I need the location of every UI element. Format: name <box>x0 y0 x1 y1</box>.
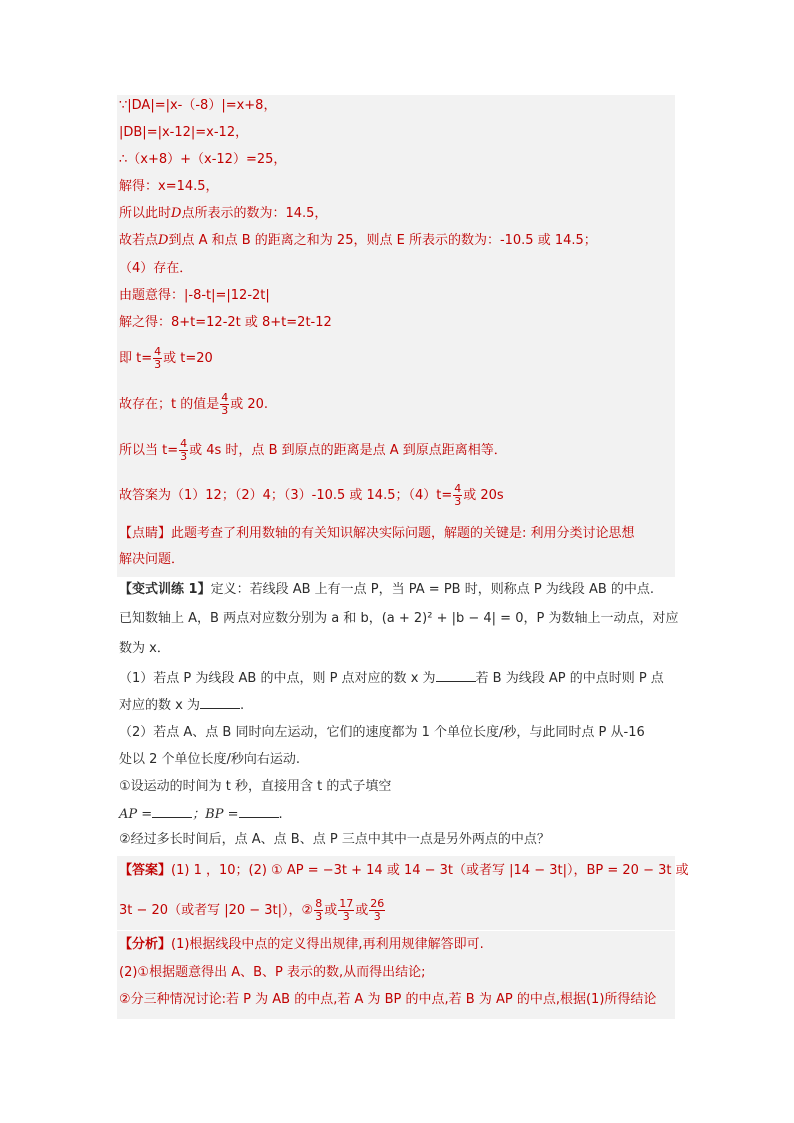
exercise-q2-blanks <box>119 805 283 824</box>
analysis-line-3: ②分三种情况讨论:若 P 为 AB 的中点,若 A 为 BP 的中点,若 B 为 AP 的中点,根据(1)所得结论 <box>119 992 657 1007</box>
fraction-17-3 <box>338 898 354 923</box>
line-6-text-c: 到点 A 和点 B 的距离之和为 25，则点 E 所表示的数为：-10.5 或 14.5； <box>168 233 597 248</box>
solution-line-3: ∴（x+8）+（x-12）=25， <box>119 152 287 167</box>
fraction-denominator: 3 <box>373 910 381 923</box>
answer-or-1: 或 <box>324 903 338 918</box>
solution-line-8: 由题意得：|-8-t|=|12-2t| <box>119 288 270 303</box>
q1-text-c: 对应的数 x 为 <box>119 698 200 713</box>
fraction-numerator: 4 <box>154 345 162 358</box>
q1-text-d: . <box>239 698 245 713</box>
q1-text-b: 若 B 为线段 AP 的中点时则 P 点 <box>475 671 664 686</box>
solution-line-9: 解之得：8+t=12-2t 或 8+t=2t-12 <box>119 315 332 330</box>
fraction-denominator: 3 <box>180 450 188 463</box>
answer-blank[interactable] <box>436 669 476 682</box>
exercise-q2-line-2: 处以 2 个单位长度/秒向右运动. <box>119 752 301 767</box>
exercise-q1-line-2 <box>119 696 244 715</box>
answer-blank[interactable] <box>200 696 240 709</box>
comment-line-2: 解决问题． <box>119 552 185 567</box>
solution-line-6 <box>119 232 597 250</box>
fraction-denominator: 3 <box>221 404 229 417</box>
ap-label: AP = <box>119 807 153 822</box>
solution-line-4: 解得：x=14.5， <box>119 179 219 194</box>
answer-blank[interactable] <box>152 805 192 818</box>
line-5-text-c: 点所表示的数为：14.5， <box>181 206 328 221</box>
fraction-denominator: 3 <box>454 495 462 508</box>
exercise-line-2: 已知数轴上 A，B 两点对应数分别为 a 和 b，(a + 2)² + |b − 4| = 0，P 为数轴上一动点，对应 <box>119 611 679 626</box>
fraction-denominator: 3 <box>315 910 323 923</box>
answer-blank[interactable] <box>239 805 279 818</box>
bp-label: ；BP = <box>192 807 239 822</box>
fraction-numerator: 4 <box>454 482 462 495</box>
solution-line-5 <box>119 205 327 223</box>
exercise-q2-part2: ②经过多长时间后，点 A、点 B、点 P 三点中其中一点是另外两点的中点？ <box>119 832 550 847</box>
fraction-numerator: 8 <box>315 897 323 910</box>
solution-line-13 <box>119 483 504 508</box>
fraction-denominator: 3 <box>342 910 350 923</box>
line-13-text-b: 或 20s <box>463 488 504 503</box>
exercise-q2-part1: ①设运动的时间为 t 秒，直接用含 t 的式子填空 <box>119 779 392 794</box>
q1-text-a: （1）若点 P 为线段 AB 的中点，则 P 点对应的数 x 为 <box>119 671 436 686</box>
line-6-var-d: D <box>158 233 169 248</box>
comment-line-1: 【点睛】此题考查了利用数轴的有关知识解决实际问题，解题的关键是: 利用分类讨论思想 <box>119 526 635 541</box>
answer-line-2 <box>119 898 386 923</box>
analysis-heading: 【分析】 <box>119 937 172 952</box>
solution-line-11 <box>119 392 268 417</box>
analysis-line-2: (2)①根据题意得出 A、B、P 表示的数,从而得出结论; <box>119 965 426 980</box>
exercise-definition: 定义：若线段 AB 上有一点 P，当 PA = PB 时，则称点 P 为线段 AB 的中点. <box>210 582 655 597</box>
exercise-line-3: 数为 x． <box>119 641 170 656</box>
fraction-26-3 <box>369 898 385 923</box>
line-5-var-d: D <box>171 206 182 221</box>
fraction-numerator: 17 <box>339 897 354 910</box>
line-12-text-a: 所以当 t= <box>119 443 179 458</box>
analysis-line-1 <box>119 936 484 954</box>
answer-text-1: (1) 1 ，10；(2) ① AP = −3t + 14 或 14 − 3t（或者写 |14 − 3t|），BP = 20 − 3t 或 <box>171 863 689 878</box>
exercise-line-1 <box>119 581 654 599</box>
line-6-text-a: 故若点 <box>119 233 159 248</box>
fraction-4-3 <box>179 438 188 463</box>
blanks-end: . <box>278 807 283 822</box>
fraction-numerator: 26 <box>370 897 385 910</box>
fraction-4-3 <box>220 392 229 417</box>
fraction-numerator: 4 <box>221 391 229 404</box>
answer-line-1 <box>119 862 689 880</box>
fraction-8-3 <box>314 898 323 923</box>
answer-text-2: 3t − 20（或者写 |20 − 3t|），② <box>119 903 314 918</box>
line-10-text-b: 或 t=20 <box>163 351 213 366</box>
solution-line-1: ∵|DA|=|x-（-8）|=x+8， <box>119 98 277 113</box>
exercise-q2-line-1: （2）若点 A、点 B 同时向左运动，它们的速度都为 1 个单位长度/秒，与此同时点 P 从-16 <box>119 725 645 740</box>
line-11-text-a: 故存在；t 的值是 <box>119 397 220 412</box>
line-5-text-a: 所以此时 <box>119 206 172 221</box>
fraction-numerator: 4 <box>180 437 188 450</box>
analysis-text-1: (1)根据线段中点的定义得出规律,再利用规律解答即可. <box>171 937 484 952</box>
answer-or-2: 或 <box>355 903 369 918</box>
fraction-4-3 <box>153 346 162 371</box>
fraction-denominator: 3 <box>154 358 162 371</box>
line-12-text-b: 或 4s 时，点 B 到原点的距离是点 A 到原点距离相等． <box>189 443 507 458</box>
solution-line-7: （4）存在． <box>119 261 193 276</box>
solution-line-10 <box>119 346 213 371</box>
exercise-q1-line-1 <box>119 669 664 688</box>
line-13-text-a: 故答案为（1）12；（2）4；（3）-10.5 或 14.5；（4）t= <box>119 488 453 503</box>
solution-line-12 <box>119 438 507 463</box>
solution-line-2: |DB|=|x-12|=x-12， <box>119 125 249 140</box>
line-10-text-a: 即 t= <box>119 351 153 366</box>
exercise-heading: 【变式训练 1】 <box>119 582 211 597</box>
fraction-4-3 <box>453 483 462 508</box>
answer-heading: 【答案】 <box>119 863 172 878</box>
line-11-text-b: 或 20. <box>230 397 269 412</box>
